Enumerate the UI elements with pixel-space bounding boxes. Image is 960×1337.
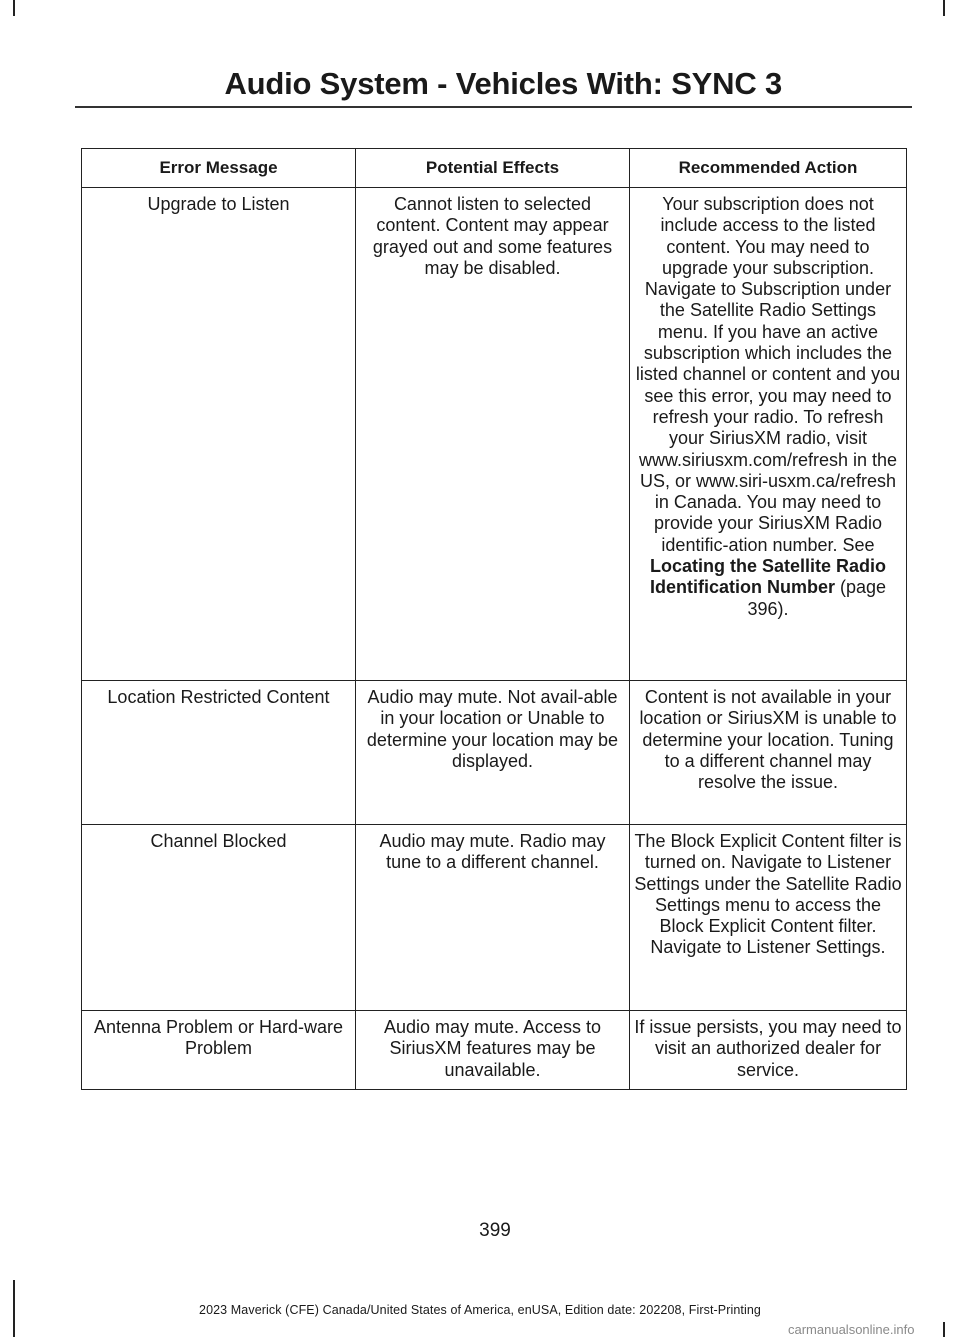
recommended-action-cell: Content is not available in your location or SiriusXM is unable to determine your location. Tuning to a different channel may resolve the issue. (630, 681, 907, 825)
error-message-cell: Upgrade to Listen (82, 188, 356, 681)
error-message-cell: Location Restricted Content (82, 681, 356, 825)
recommended-action-cell: The Block Explicit Content filter is turned on. Navigate to Listener Settings under the Satellite Radio Settings menu to access the Block Explicit Content filter. Navigate to Listener Settings. (630, 825, 907, 1011)
edition-footer: 2023 Maverick (CFE) Canada/United States of America, enUSA, Edition date: 202208, First-Printing (199, 1303, 761, 1317)
error-message-cell: Antenna Problem or Hard-ware Problem (82, 1011, 356, 1090)
potential-effects-cell: Audio may mute. Access to SiriusXM features may be unavailable. (356, 1011, 630, 1090)
recommended-action-cell (630, 188, 907, 681)
error-message-table (81, 148, 907, 1090)
crop-mark-top-right (943, 0, 945, 16)
crop-mark-bottom-right (943, 1322, 945, 1337)
table-row (82, 188, 907, 681)
page-reference: (page 396). (747, 577, 887, 619)
column-header-recommended-action: Recommended Action (630, 149, 907, 188)
potential-effects-cell: Audio may mute. Radio may tune to a different channel. (356, 825, 630, 1011)
table-row (82, 1011, 907, 1090)
column-header-potential-effects: Potential Effects (356, 149, 630, 188)
column-header-error-message: Error Message (82, 149, 356, 188)
recommended-action-cell: If issue persists, you may need to visit an authorized dealer for service. (630, 1011, 907, 1090)
error-message-cell: Channel Blocked (82, 825, 356, 1011)
recommended-action-text: Your subscription does not include access to the listed content. You may need to upgrade your subscription. Navigate to Subscription under the Satellite Radio Settings menu. If you have an active subscription which includes the listed channel or content and you see this error, you may need to refresh your radio. To refresh your SiriusXM radio, visit www.siriusxm.com/refresh in the US, or www.siri-usxm.ca/refresh in Canada. You may need to provide your SiriusXM Radio identific-ation number. See (635, 194, 901, 555)
potential-effects-cell: Audio may mute. Not avail-able in your location or Unable to determine your location may be displayed. (356, 681, 630, 825)
page-number: 399 (479, 1220, 511, 1241)
site-watermark: carmanualsonline.info (788, 1322, 915, 1337)
table-row (82, 825, 907, 1011)
table-header-row (82, 149, 907, 188)
page-title: Audio System - Vehicles With: SYNC 3 (224, 66, 782, 101)
crop-mark-top-left (13, 0, 15, 16)
potential-effects-cell: Cannot listen to selected content. Content may appear grayed out and some features may be disabled. (356, 188, 630, 681)
title-divider (75, 106, 912, 108)
table-row (82, 681, 907, 825)
cross-reference-link[interactable]: Locating the Satellite Radio Identification Number (649, 556, 887, 598)
